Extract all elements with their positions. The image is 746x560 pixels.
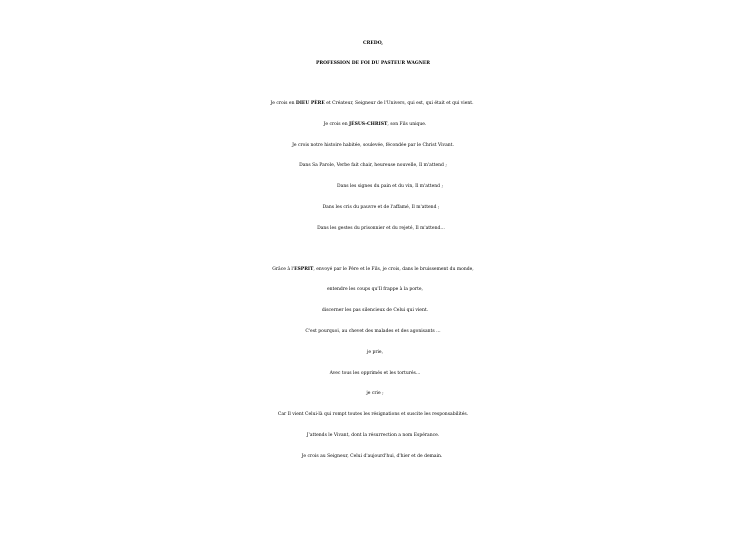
stanza-2-line-1 [0,260,746,281]
stanza-2-line-8: Car Il vient Celui-là qui rompt toutes les résignations et suscite les responsabilités. [277,412,469,418]
stanza-2-line-6: Avec tous les opprimés et les torturés… [329,370,421,376]
stanza-2-line-3: discerner les pas silencieux de Celui qui vient. [321,308,429,314]
emphasis-dieu-pere: DIEU PÈRE [295,101,325,106]
stanza-1-line-2 [2,115,746,136]
stanza-1-line-4: Dans Sa Parole, Verbe fait chair, heureuse nouvelle, Il m'attend ; [299,163,447,169]
stanza-2-line-7: je crie ; [366,391,384,397]
text-segment: Je crois en [323,121,350,127]
stanza-2-line-10: Je crois au Seigneur, Celui d'aujourd'hui, d'hier et de demain. [301,453,443,459]
title-line-2: PROFESSION DE FOI DU PASTEUR WAGNER [315,61,431,66]
emphasis-jesus-christ: JÉSUS-CHRIST [349,121,388,127]
emphasis-esprit: ESPRIT [294,266,314,272]
stanza-2 [0,260,746,468]
text-segment: et Créateur, Seigneur de l'Univers, qui est, qui était et qui vient. [324,101,474,106]
text-segment: , son Fils unique. [387,121,427,127]
stanza-1 [0,94,746,240]
document-title [0,34,746,74]
stanza-2-line-5: je prie, [366,349,384,355]
stanza-1-line-1 [0,94,745,115]
stanza-1-line-7: Dans les gestes du prisonnier et du rejeté, Il m'attend… [317,225,445,231]
stanza-1-line-6: Dans les cris du pauvre et de l'affamé, Il m'attend ; [322,204,440,210]
text-segment: Grâce à l' [272,266,295,272]
stanza-2-line-2: entendre les coups qu'Il frappe à la porte, [327,287,423,293]
text-segment: Je crois en [270,101,296,106]
stanza-1-line-3: Je crois notre histoire habitée, soulevée, fécondée par le Christ Vivant. [292,142,454,148]
stanza-2-line-9: J'attends le Vivant, dont la résurrection a nom Espérance. [306,432,440,438]
stanza-2-line-4: C'est pourquoi, au chevet des malades et des agonisants … [305,328,441,334]
text-segment: , envoyé par le Père et le Fils, je crois, dans le bruissement du monde, [313,266,474,272]
title-line-1: CREDO, [363,41,383,46]
stanza-1-line-5: Dans les signes du pain et du vin, Il m'attend ; [337,184,443,190]
